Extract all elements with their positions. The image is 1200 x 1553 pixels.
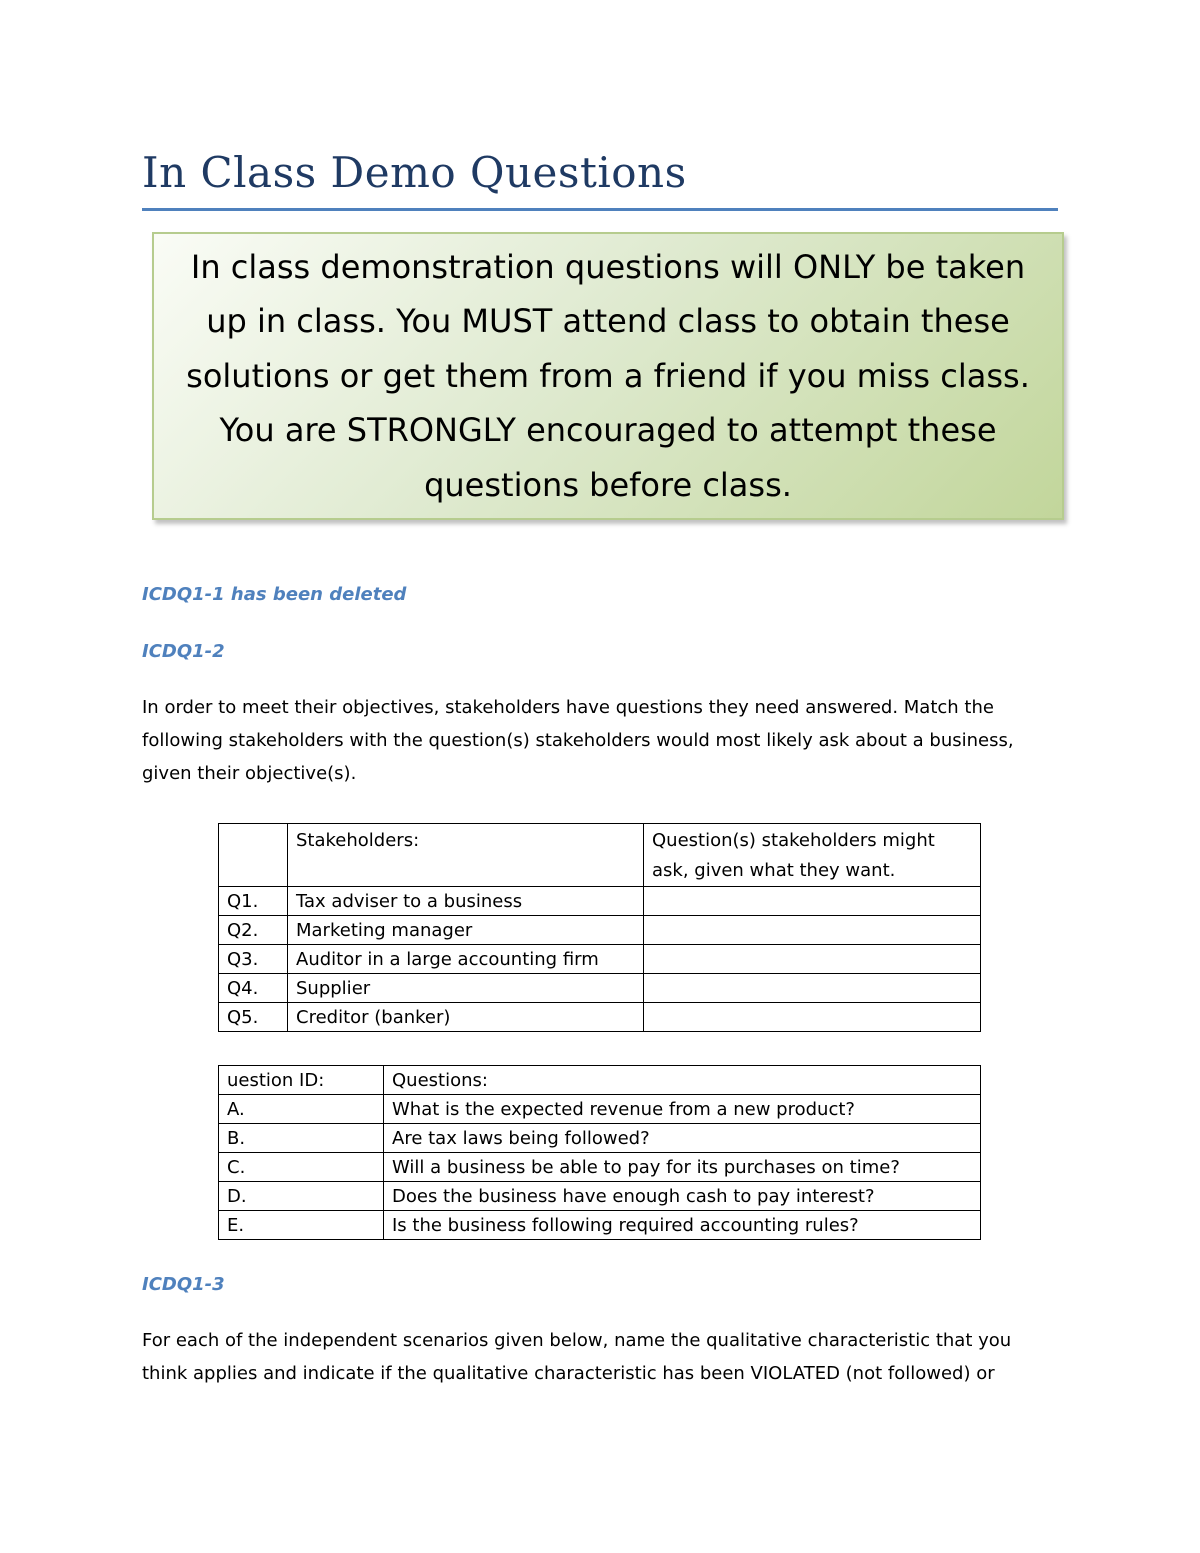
row-id: Q1. (219, 887, 288, 916)
question-id: E. (219, 1211, 384, 1240)
question-text: Does the business have enough cash to pay interest? (384, 1182, 981, 1211)
question-id: B. (219, 1124, 384, 1153)
answer-cell[interactable] (644, 1003, 981, 1032)
stakeholder-name: Auditor in a large accounting firm (288, 945, 644, 974)
table-row (219, 945, 981, 974)
table-header-row (219, 1066, 981, 1095)
title-underline (142, 208, 1058, 211)
question-table (218, 1065, 981, 1240)
row-id: Q3. (219, 945, 288, 974)
icdq1-3-heading: ICDQ1-3 (142, 1274, 225, 1295)
stakeholder-name: Marketing manager (288, 916, 644, 945)
icdq1-1-heading: ICDQ1-1 has been deleted (142, 584, 407, 605)
answer-cell[interactable] (644, 945, 981, 974)
stakeholder-name: Tax adviser to a business (288, 887, 644, 916)
stakeholder-name: Supplier (288, 974, 644, 1003)
row-id: Q5. (219, 1003, 288, 1032)
question-text: What is the expected revenue from a new product? (384, 1095, 981, 1124)
table-row (219, 1124, 981, 1153)
answer-cell[interactable] (644, 974, 981, 1003)
row-id: Q2. (219, 916, 288, 945)
question-id: A. (219, 1095, 384, 1124)
page-title: In Class Demo Questions (142, 148, 687, 197)
table-row (219, 1153, 981, 1182)
table-row (219, 1003, 981, 1032)
notice-text: In class demonstration questions will ONLY be taken up in class. You MUST attend class to obtain these solutions or get them from a friend if you miss class. You are STRONGLY encouraged to attempt these questions before class. (186, 247, 1030, 504)
notice-box (152, 232, 1064, 520)
question-text: Is the business following required accounting rules? (384, 1211, 981, 1240)
answer-cell[interactable] (644, 916, 981, 945)
row-id: Q4. (219, 974, 288, 1003)
table-row (219, 1211, 981, 1240)
question-id: D. (219, 1182, 384, 1211)
table-row (219, 887, 981, 916)
stakeholder-name: Creditor (banker) (288, 1003, 644, 1032)
table-row (219, 1182, 981, 1211)
question-id: C. (219, 1153, 384, 1182)
icdq1-2-instructions: In order to meet their objectives, stakeholders have questions they need answered. Match the following stakeholders with the question(s) stakeholders would most likely ask about a business, given their objective(s). (142, 697, 1014, 784)
table-cell (219, 824, 288, 887)
question-text: Are tax laws being followed? (384, 1124, 981, 1153)
table-header-row (219, 824, 981, 887)
answer-cell[interactable] (644, 887, 981, 916)
question-text: Will a business be able to pay for its purchases on time? (384, 1153, 981, 1182)
icdq1-2-heading: ICDQ1-2 (142, 641, 225, 662)
table-header-cell: Stakeholders: (288, 824, 644, 887)
table-row (219, 1095, 981, 1124)
table-header-cell: Questions: (384, 1066, 981, 1095)
table-header-cell: uestion ID: (219, 1066, 384, 1095)
table-row (219, 916, 981, 945)
icdq1-3-instructions: For each of the independent scenarios given below, name the qualitative characteristic that you think applies and indicate if the qualitative characteristic has been VIOLATED (not followed) or (142, 1330, 1012, 1384)
table-header-cell: Question(s) stakeholders might ask, given what they want. (644, 824, 981, 887)
stakeholder-table (218, 823, 981, 1032)
table-row (219, 974, 981, 1003)
